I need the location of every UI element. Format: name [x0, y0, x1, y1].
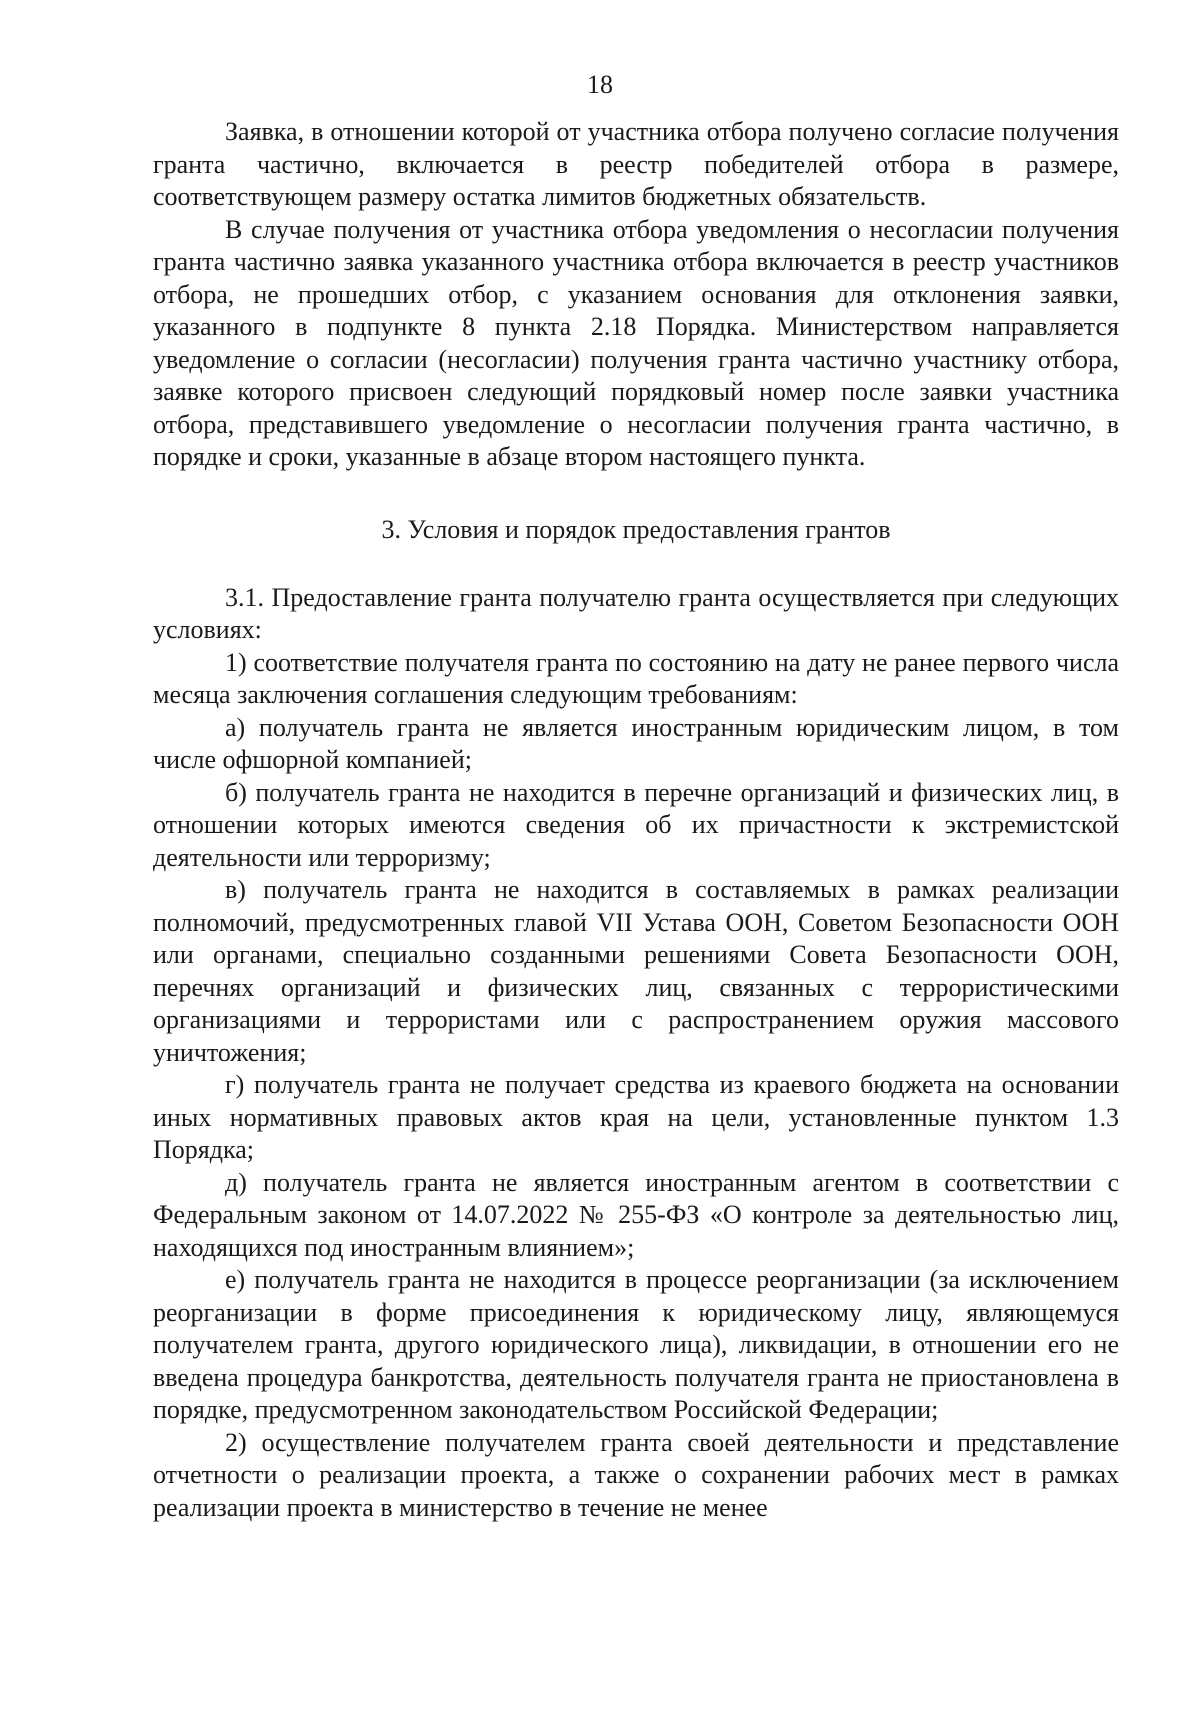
- requirement-v: в) получатель гранта не находится в составляемых в рамках реализации полномочий, предусмотренных главой VII Устава ООН, Советом Безопасности ООН или органами, специально созданными решениями Совета Безопасности ООН, перечнях организаций и физических лиц, связанных с террористическими организациями и террористами или с распространением оружия массового уничтожения;: [153, 875, 1119, 1067]
- requirement-b: б) получатель гранта не находится в перечне организаций и физических лиц, в отношении которых имеются сведения об их причастности к экстремистской деятельности или терроризму;: [153, 777, 1119, 872]
- condition-1: 1) соответствие получателя гранта по состоянию на дату не ранее первого числа месяца заключения соглашения следующим требованиям:: [153, 647, 1119, 709]
- page-number: 18: [587, 70, 613, 99]
- document-body: [153, 116, 1119, 1524]
- requirement-d: д) получатель гранта не является иностранным агентом в соответствии с Федеральным законом от 14.07.2022 № 255-ФЗ «О контроле за деятельностью лиц, находящихся под иностранным влиянием»;: [153, 1167, 1119, 1262]
- intro-paragraph-1: Заявка, в отношении которой от участника отбора получено согласие получения гранта частично, включается в реестр победителей отбора в размере, соответствующем размеру остатка лимитов бюджетных обязательств.: [153, 117, 1119, 211]
- section-heading: 3. Условия и порядок предоставления грантов: [381, 514, 891, 544]
- requirement-e: е) получатель гранта не находится в процессе реорганизации (за исключением реорганизации в форме присоединения к юридическому лицу, являющемуся получателем гранта, другого юридического лица), ликвидации, в отношении его не введена процедура банкротства, деятельность получателя гранта не приостановлена в порядке, предусмотренном законодательством Российской Федерации;: [153, 1265, 1119, 1424]
- clause-3-1: 3.1. Предоставление гранта получателю гранта осуществляется при следующих условиях:: [153, 582, 1119, 644]
- condition-2: 2) осуществление получателем гранта своей деятельности и представление отчетности о реализации проекта, а также о сохранении рабочих мест в рамках реализации проекта в министерство в течение не менее: [153, 1427, 1119, 1522]
- intro-paragraph-2: В случае получения от участника отбора уведомления о несогласии получения гранта частично заявка указанного участника отбора включается в реестр участников отбора, не прошедших отбор, с указанием основания для отклонения заявки, указанного в подпункте 8 пункта 2.18 Порядка. Министерством направляется уведомление о согласии (несогласии) получения гранта частично участнику отбора, заявке которого присвоен следующий порядковый номер после заявки участника отбора, представившего уведомление о несогласии получения гранта частично, в порядке и сроки, указанные в абзаце втором настоящего пункта.: [153, 214, 1119, 471]
- requirement-a: а) получатель гранта не является иностранным юридическим лицом, в том числе офшорной компанией;: [153, 712, 1119, 774]
- requirement-g: г) получатель гранта не получает средства из краевого бюджета на основании иных нормативных правовых актов края на цели, установленные пунктом 1.3 Порядка;: [153, 1070, 1119, 1164]
